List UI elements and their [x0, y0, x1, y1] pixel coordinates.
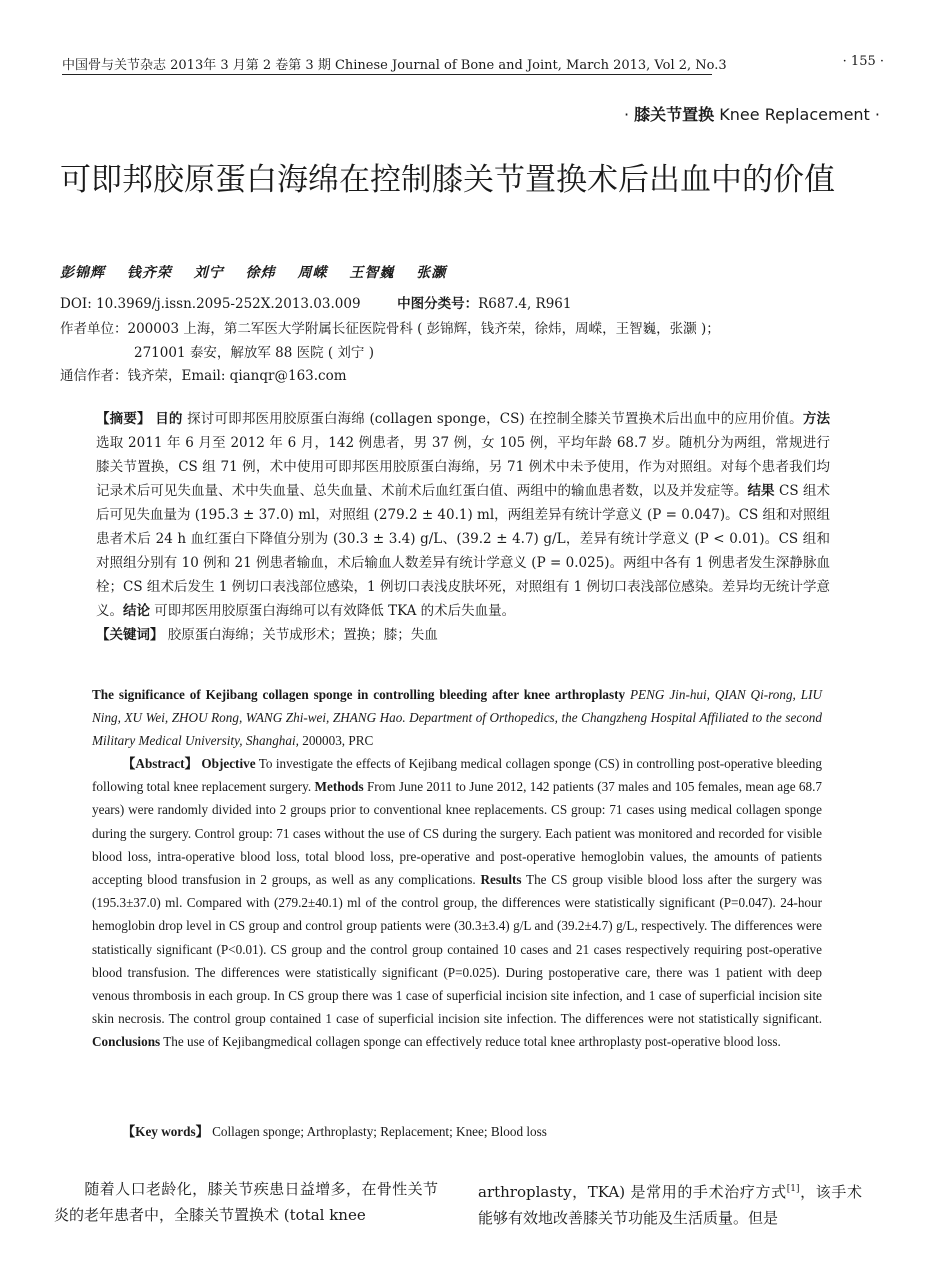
english-title-block — [92, 683, 822, 753]
keywords-text: 胶原蛋白海绵；关节成形术；置换；膝；失血 — [167, 627, 438, 643]
article-title: 可即邦胶原蛋白海绵在控制膝关节置换术后出血中的价值 — [60, 162, 835, 198]
objective-label: 目的 — [155, 411, 183, 427]
affiliation-text: 200003 上海，第二军医大学附属长征医院骨科 ( 彭锦辉，钱齐荣，徐炜，周嵘，王智巍，张灏 )； — [127, 321, 720, 337]
body-text-right-a: arthroplasty，TKA) 是常用的手术治疗方式 — [478, 1183, 787, 1201]
results-text: CS 组术后可见失血量为 (195.3 ± 37.0) ml，对照组 (279.2 ± 40.1) ml，两组差异有统计学意义 (P = 0.047)。CS 组和对照组患者术后 24 h 血红蛋白下降值分别为 (30.3 ± 3.4) g/L、(39.2 ± 4.7) g/L，差异有统计学意义 (P < 0.01)。CS 组和对照组分别有 10 例和 21 例患者输血，术后输血人数差异有统计学意义 (P = 0.025)。两组中各有 1 例患者发生深静脉血栓；CS 组术后发生 1 例切口表浅部位感染，1 例切口表浅皮肤坏死，对照组有 1 例切口表浅部位感染。差异均无统计学意义。 — [96, 483, 831, 619]
english-postcode: 200003, PRC — [302, 733, 374, 749]
results-label: 结果 — [747, 483, 775, 499]
keywords-label: 【关键词】 — [96, 627, 164, 643]
body-text-right-b: ，该手术能够有效地改善膝关节功能及生活质量。但是 — [478, 1183, 862, 1227]
keywords-label-en: 【Key words】 — [122, 1124, 209, 1139]
affiliation-line-1 — [60, 318, 720, 340]
author: 彭锦辉 — [60, 265, 105, 281]
author: 刘宁 — [193, 265, 224, 281]
english-title: The significance of Kejibang collagen sponge in controlling bleeding after knee arthroplasty — [92, 687, 626, 702]
author: 张灏 — [416, 265, 447, 281]
clc-label: 中图分类号： — [397, 296, 479, 312]
author-list — [60, 262, 462, 282]
methods-text-en: From June 2011 to June 2012, 142 patients (37 males and 105 females, mean age 68.7 years) were randomly divided into 2 groups prior to conventional knee replacements. CS group: 71 cases using medical collagen sponge during the surgery. Control group: 71 cases without the use of CS during the surgery. Each patient was monitored and recorded for visible blood loss, intra-operative blood loss, total blood loss, pre-operative and post-operative hemoglobin values, the amounts of patients accepting blood transfusion in 2 groups, as well as any complications. — [92, 779, 823, 888]
english-abstract — [92, 752, 822, 1054]
section-label-en: Knee Replacement — [719, 105, 870, 124]
author: 王智巍 — [349, 265, 395, 281]
corresponding-value: 钱齐荣，Email: qianqr@163.com — [127, 368, 347, 384]
corresponding-label: 通信作者： — [60, 368, 128, 384]
methods-label: 方法 — [802, 411, 831, 427]
results-text-en: The CS group visible blood loss after the surgery was (195.3±37.0) ml. Compared with (279.2±40.1) ml of the control group, the differences were statistically significant (P=0.047). 24-hour hemoglobin drop level in CS group and control group patients were (30.3±3.4) g/L and (39.2±4.7) g/L, respectively. The differences were statistically significant (P<0.01). CS group and the control group contained 10 cases and 21 cases respectively requiring post-operative blood transfusion. The differences were statistically significant (P=0.025). During postoperative care, there was 1 patient with deep venous thrombosis in each group. In CS group there was 1 case of superficial incision site infection, and 1 case of superficial incision site skin necrosis. The control group contained 1 case of superficial incision site infection. The differences were not statistically significant. — [92, 872, 822, 1027]
objective-text-en: To investigate the effects of Kejibang medical collagen sponge (CS) in controlling post-operative bleeding following total knee replacement surgery. — [92, 756, 823, 795]
body-text-left: 随着人口老龄化，膝关节疾患日益增多，在骨性关节炎的老年患者中，全膝关节置换术 (total knee — [54, 1180, 438, 1224]
clc-value: R687.4, R961 — [478, 296, 572, 312]
corresponding-author — [60, 365, 347, 387]
author: 徐炜 — [245, 265, 276, 281]
author: 钱齐荣 — [126, 265, 172, 281]
affiliation-line-2: 271001 泰安，解放军 88 医院 ( 刘宁 ) — [134, 345, 374, 361]
english-authors-affiliation: PENG Jin-hui, QIAN Qi-rong, LIU Ning, XU Wei, ZHOU Rong, WANG Zhi-wei, ZHANG Hao. Department of Orthopedics, the Changzheng Hospital Affiliated to the second Military Medical University, Shanghai, — [92, 687, 823, 749]
body-column-left — [54, 1176, 438, 1228]
affiliation-label: 作者单位： — [60, 321, 128, 337]
section-label: · 膝关节置换 Knee Replacement · — [624, 105, 880, 124]
keywords-text-en: Collagen sponge; Arthroplasty; Replacement; Knee; Blood loss — [212, 1124, 547, 1139]
journal-citation: 中国骨与关节杂志 2013年 3 月第 2 卷第 3 期 Chinese Journal of Bone and Joint, March 2013, Vol 2, No.3 — [62, 58, 727, 73]
abstract-label: 【摘要】 — [96, 411, 151, 427]
page-number: · 155 · — [842, 54, 884, 69]
section-label-zh: 膝关节置换 — [634, 105, 715, 124]
conclusion-text-en: The use of Kejibangmedical collagen sponge can effectively reduce total knee arthroplasty post-operative blood loss. — [163, 1034, 781, 1050]
chinese-abstract — [96, 407, 830, 647]
methods-label-en: Methods — [314, 779, 364, 795]
header-rule — [62, 74, 712, 75]
conclusion-label: 结论 — [123, 603, 150, 619]
keywords-en — [92, 1120, 822, 1143]
doi: DOI: 10.3969/j.issn.2095-252X.2013.03.009 — [60, 296, 361, 312]
conclusion-label-en: Conclusions — [92, 1034, 161, 1050]
objective-label-en: Objective — [201, 756, 256, 771]
keywords-zh — [96, 623, 830, 647]
body-column-right — [478, 1176, 862, 1231]
author: 周嵘 — [297, 265, 328, 281]
conclusion-text: 可即邦医用胶原蛋白海绵可以有效降低 TKA 的术后失血量。 — [154, 603, 516, 619]
reference-marker[interactable]: [1] — [786, 1184, 800, 1194]
results-label-en: Results — [480, 872, 522, 888]
doi-line — [60, 293, 571, 315]
methods-text: 选取 2011 年 6 月至 2012 年 6 月，142 例患者，男 37 例，女 105 例，平均年龄 68.7 岁。随机分为两组，常规进行膝关节置换，CS 组 71 例，术中使用可即邦医用胶原蛋白海绵，另 71 例术中未予使用，作为对照组。对每个患者我们均记录术后可见失血量、术中失血量、总失血量、术前术后血红蛋白值、两组中的输血患者数，以及并发症等。 — [96, 435, 830, 499]
abstract-label-en: 【Abstract】 — [122, 756, 198, 771]
objective-text: 探讨可即邦医用胶原蛋白海绵 (collagen sponge，CS) 在控制全膝关节置换术后出血中的应用价值。 — [187, 411, 803, 427]
